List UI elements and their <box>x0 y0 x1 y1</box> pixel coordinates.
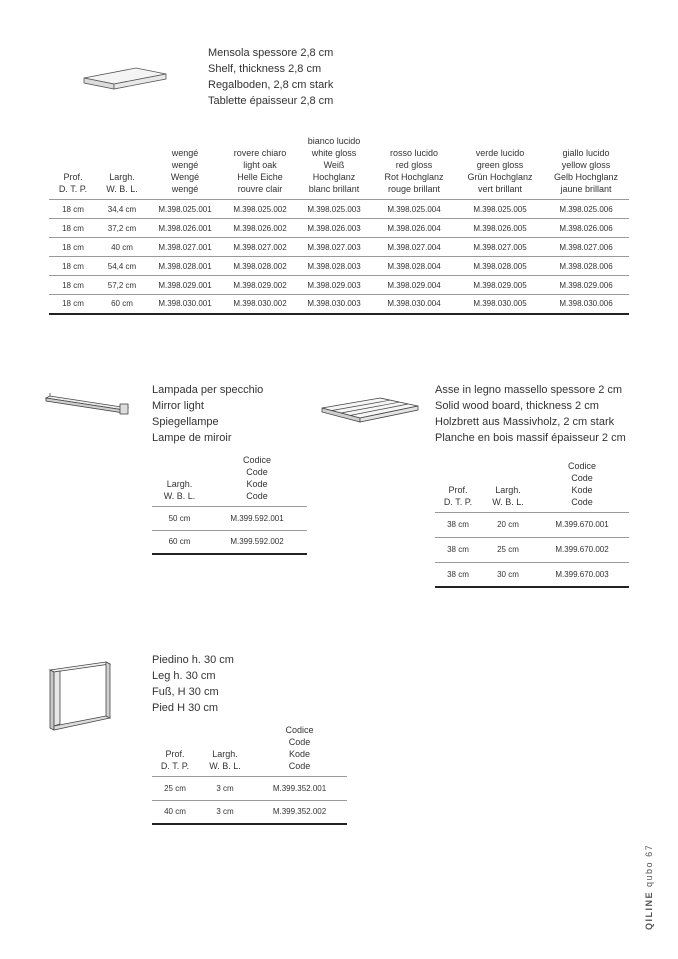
board-title-de: Holzbrett aus Massivholz, 2 cm stark <box>435 416 615 428</box>
col-width: Largh. W. B. L. <box>209 748 241 771</box>
cell: M.399.670.003 <box>555 569 609 579</box>
col-depth: Prof. D. T. P. <box>58 172 88 194</box>
cell: M.398.027.002 <box>233 242 287 252</box>
cell: 54,4 cm <box>107 261 137 271</box>
cell: M.398.029.005 <box>473 280 527 290</box>
table-row <box>49 257 629 276</box>
cell: 18 cm <box>62 204 84 214</box>
cell: 20 cm <box>497 520 519 529</box>
shelf-title-en: Shelf, thickness 2,8 cm <box>208 63 322 75</box>
table-row <box>152 506 307 530</box>
mirror-light-title <box>152 382 263 446</box>
cell: M.398.026.006 <box>559 223 613 233</box>
cell: M.398.026.002 <box>233 223 287 233</box>
cell: 37,2 cm <box>107 223 137 233</box>
board-title-fr: Planche en bois massif épaisseur 2 cm <box>435 432 626 444</box>
col-width: Largh. W. B. L. <box>163 478 196 501</box>
shelf-title-fr: Tablette épaisseur 2,8 cm <box>208 95 334 107</box>
cell: M.398.028.004 <box>387 261 441 271</box>
leg-title-fr: Pied H 30 cm <box>152 702 219 714</box>
cell: 50 cm <box>168 513 191 523</box>
cell: M.398.025.004 <box>387 204 441 214</box>
table-row <box>49 238 629 257</box>
col-width: Largh. W. B. L. <box>492 484 524 507</box>
cell: 38 cm <box>447 569 469 579</box>
cell: 3 cm <box>216 783 234 793</box>
cell: M.399.352.001 <box>272 783 327 793</box>
leg-title-it: Piedino h. 30 cm <box>152 654 234 666</box>
leg-title-en: Leg h. 30 cm <box>152 670 216 682</box>
cell: M.398.026.003 <box>307 223 361 233</box>
cell: M.398.028.003 <box>307 261 361 271</box>
cell: M.398.029.002 <box>233 280 287 290</box>
cell: 3 cm <box>216 807 234 817</box>
cell: 38 cm <box>447 545 469 554</box>
cell: M.398.029.006 <box>559 280 613 290</box>
mirror-light-title-de: Spiegellampe <box>152 416 219 428</box>
cell: 30 cm <box>497 569 519 579</box>
board-illustration <box>320 394 420 426</box>
table-row <box>152 800 347 824</box>
cell: M.398.025.005 <box>473 204 527 214</box>
cell: 18 cm <box>62 299 84 309</box>
shelf-title-it: Mensola spessore 2,8 cm <box>208 47 334 59</box>
brand-name: QILINE <box>644 890 654 930</box>
mirror-light-illustration <box>44 390 134 416</box>
cell: M.398.025.006 <box>559 204 613 214</box>
cell: 60 cm <box>111 299 133 309</box>
cell: M.398.027.003 <box>307 242 361 252</box>
cell: M.398.028.005 <box>473 261 527 271</box>
cell: 34,4 cm <box>107 204 137 214</box>
leg-title-de: Fuß, H 30 cm <box>152 686 219 698</box>
table-row <box>49 276 629 295</box>
cell: 57,2 cm <box>107 280 137 290</box>
cell: M.398.027.004 <box>387 242 441 252</box>
collection-name: qubo <box>644 860 654 887</box>
cell: M.398.030.004 <box>387 299 441 309</box>
board-title-en: Solid wood board, thickness 2 cm <box>435 400 599 412</box>
cell: M.398.029.004 <box>387 280 441 290</box>
board-table <box>435 458 629 588</box>
cell: M.398.030.005 <box>473 299 527 309</box>
leg-table-header <box>152 722 347 776</box>
table-row <box>152 776 347 800</box>
leg-table <box>152 722 347 825</box>
board-table-header <box>435 458 629 512</box>
cell: 18 cm <box>62 280 84 290</box>
col-finish-green-gloss: verde lucido green gloss Grün Hochglanz vert brillant <box>467 148 533 194</box>
col-depth: Prof. D. T. P. <box>160 748 190 771</box>
leg-title <box>152 652 234 716</box>
cell: M.398.030.001 <box>158 299 212 309</box>
cell: 25 cm <box>497 545 519 554</box>
cell: 40 cm <box>164 807 186 817</box>
col-finish-light-oak: rovere chiaro light oak Helle Eiche rouvre clair <box>233 148 287 194</box>
table-row <box>152 530 307 554</box>
shelf-table <box>49 135 629 315</box>
shelf-illustration <box>80 62 170 96</box>
shelf-table-header <box>49 135 629 200</box>
cell: 18 cm <box>62 261 84 271</box>
cell: M.398.028.006 <box>559 261 613 271</box>
board-title <box>435 382 626 446</box>
page-number: 67 <box>644 843 654 857</box>
cell: M.398.030.002 <box>233 299 287 309</box>
mirror-light-table-header <box>152 452 307 506</box>
col-code: Codice Code Kode Code <box>242 454 271 501</box>
leg-illustration <box>46 660 116 732</box>
mirror-light-title-fr: Lampe de miroir <box>152 432 232 444</box>
cell: M.398.026.005 <box>473 223 527 233</box>
cell: M.398.027.006 <box>559 242 613 252</box>
col-finish-yellow-gloss: giallo lucido yellow gloss Gelb Hochglanz jaune brillant <box>553 148 619 194</box>
cell: M.398.025.003 <box>307 204 361 214</box>
table-row <box>49 219 629 238</box>
cell: M.399.670.002 <box>555 545 609 554</box>
cell: M.398.030.003 <box>307 299 361 309</box>
shelf-title <box>208 45 333 109</box>
cell: 18 cm <box>62 223 84 233</box>
cell: M.399.670.001 <box>555 520 609 529</box>
cell: M.398.027.005 <box>473 242 527 252</box>
board-title-it: Asse in legno massello spessore 2 cm <box>435 384 623 396</box>
col-finish-white-gloss: bianco lucido white gloss Weiß Hochglanz blanc brillant <box>307 136 361 194</box>
table-row <box>49 295 629 314</box>
col-code: Codice Code Kode Code <box>567 460 596 507</box>
table-row <box>435 537 629 562</box>
cell: 40 cm <box>111 242 133 252</box>
col-depth: Prof. D. T. P. <box>443 484 473 507</box>
cell: M.398.025.002 <box>233 204 287 214</box>
table-row <box>435 562 629 587</box>
col-finish-wenge: wengé wengé Wengé wengé <box>170 148 200 194</box>
cell: 18 cm <box>62 242 84 252</box>
cell: M.398.030.006 <box>559 299 613 309</box>
cell: 25 cm <box>164 783 186 793</box>
cell: 38 cm <box>447 520 469 529</box>
cell: M.398.026.004 <box>387 223 441 233</box>
cell: M.399.592.002 <box>230 537 284 547</box>
cell: M.399.592.001 <box>230 513 284 523</box>
cell: M.398.029.003 <box>307 280 361 290</box>
shelf-title-de: Regalboden, 2,8 cm stark <box>208 79 334 91</box>
cell: M.398.027.001 <box>158 242 212 252</box>
col-code: Codice Code Kode Code <box>285 724 314 771</box>
table-row <box>49 200 629 219</box>
col-width: Largh. W. B. L. <box>106 172 138 194</box>
page-footer-label <box>644 844 654 930</box>
mirror-light-title-it: Lampada per specchio <box>152 384 264 396</box>
cell: M.398.028.001 <box>158 261 212 271</box>
col-finish-red-gloss: rosso lucido red gloss Rot Hochglanz rouge brillant <box>384 148 444 194</box>
mirror-light-table <box>152 452 307 555</box>
cell: 60 cm <box>168 537 191 547</box>
cell: M.398.025.001 <box>158 204 212 214</box>
mirror-light-title-en: Mirror light <box>152 400 204 412</box>
cell: M.398.029.001 <box>158 280 212 290</box>
cell: M.398.026.001 <box>158 223 212 233</box>
cell: M.399.352.002 <box>272 807 327 817</box>
cell: M.398.028.002 <box>233 261 287 271</box>
table-row <box>435 512 629 537</box>
